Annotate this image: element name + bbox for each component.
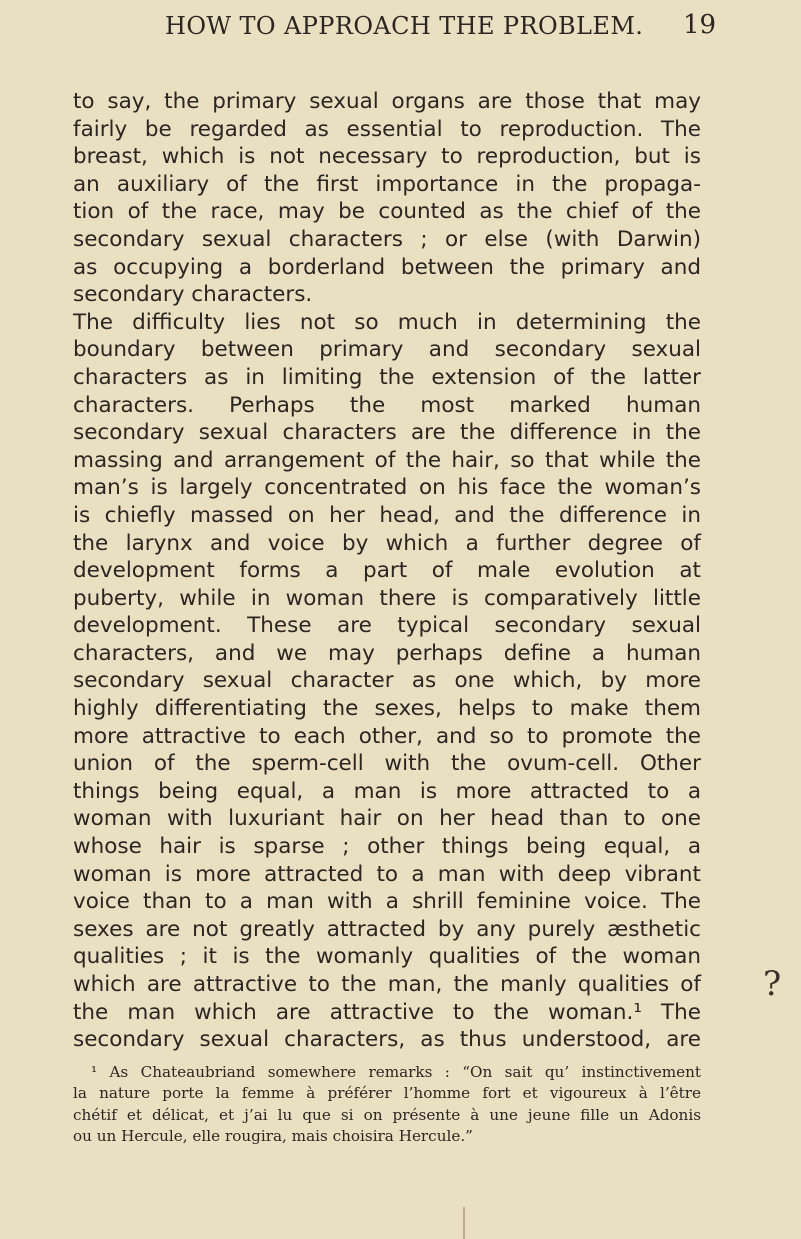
body-line: breast, which is not necessary to reproduction, but is bbox=[73, 144, 701, 170]
body-line: secondary characters. bbox=[73, 282, 313, 308]
body-text bbox=[73, 88, 701, 1054]
body-line: woman is more attracted to a man with deep vibrant bbox=[73, 861, 701, 887]
footnote-line: ou un Hercule, elle rougira, mais choisira Hercule.” bbox=[73, 1127, 473, 1146]
body-line: highly differentiating the sexes, helps to make them bbox=[73, 696, 701, 722]
margin-question-mark: ? bbox=[763, 964, 782, 1004]
body-line: as occupying a borderland between the primary and bbox=[73, 254, 701, 280]
footnote-line: la nature porte la femme à préférer l’homme fort et vigoureux à l’être bbox=[73, 1084, 701, 1103]
body-line: characters as in limiting the extension of the latter bbox=[73, 364, 701, 390]
running-head: HOW TO APPROACH THE PROBLEM. bbox=[165, 12, 644, 40]
body-line: puberty, while in woman there is comparatively little bbox=[73, 585, 701, 611]
body-line: The difficulty lies not so much in determining the bbox=[73, 309, 701, 335]
body-line: woman with luxuriant hair on her head than to one bbox=[73, 806, 701, 832]
body-line: secondary sexual characters are the difference in the bbox=[73, 420, 701, 446]
page-number: 19 bbox=[683, 10, 717, 40]
body-line: voice than to a man with a shrill feminine voice. The bbox=[73, 889, 701, 915]
body-line: secondary sexual characters ; or else (with Darwin) bbox=[73, 226, 701, 252]
body-line: the man which are attractive to the woman.¹ The bbox=[73, 999, 701, 1025]
body-line: an auxiliary of the first importance in the propaga- bbox=[73, 171, 701, 197]
page-header bbox=[0, 10, 801, 50]
body-line: secondary sexual character as one which, by more bbox=[73, 668, 701, 694]
body-line: tion of the race, may be counted as the chief of the bbox=[73, 199, 701, 225]
footnote-line: chétif et délicat, et j’ai lu que si on présente à une jeune fille un Adonis bbox=[73, 1105, 701, 1124]
body-line: development. These are typical secondary sexual bbox=[73, 613, 701, 639]
body-line: more attractive to each other, and so to promote the bbox=[73, 723, 701, 749]
body-line: man’s is largely concentrated on his face the woman’s bbox=[73, 475, 701, 501]
body-line: which are attractive to the man, the manly qualities of bbox=[73, 972, 701, 997]
body-line: development forms a part of male evolution at bbox=[73, 558, 701, 584]
body-line: fairly be regarded as essential to reproduction. The bbox=[73, 116, 701, 142]
body-line: union of the sperm-cell with the ovum-cell. Other bbox=[73, 751, 701, 777]
body-line: sexes are not greatly attracted by any purely æsthetic bbox=[73, 916, 701, 942]
footnote bbox=[73, 1062, 701, 1148]
body-line: things being equal, a man is more attracted to a bbox=[73, 778, 701, 804]
body-line: qualities ; it is the womanly qualities of the woman bbox=[73, 944, 701, 970]
body-line: secondary sexual characters, as thus understood, are bbox=[73, 1027, 701, 1053]
page-crease-mark bbox=[463, 1207, 465, 1239]
body-line: whose hair is sparse ; other things being equal, a bbox=[73, 834, 701, 860]
body-line: to say, the primary sexual organs are those that may bbox=[73, 89, 701, 114]
body-line: the larynx and voice by which a further degree of bbox=[73, 530, 701, 556]
body-line: massing and arrangement of the hair, so that while the bbox=[73, 447, 701, 473]
footnote-line: ¹ As Chateaubriand somewhere remarks : “On sait qu’ instinctivement bbox=[91, 1063, 701, 1081]
body-line: characters. Perhaps the most marked human bbox=[73, 392, 701, 418]
body-line: characters, and we may perhaps define a human bbox=[73, 640, 701, 666]
body-line: is chiefly massed on her head, and the difference in bbox=[73, 502, 701, 528]
body-line: boundary between primary and secondary sexual bbox=[73, 337, 701, 363]
